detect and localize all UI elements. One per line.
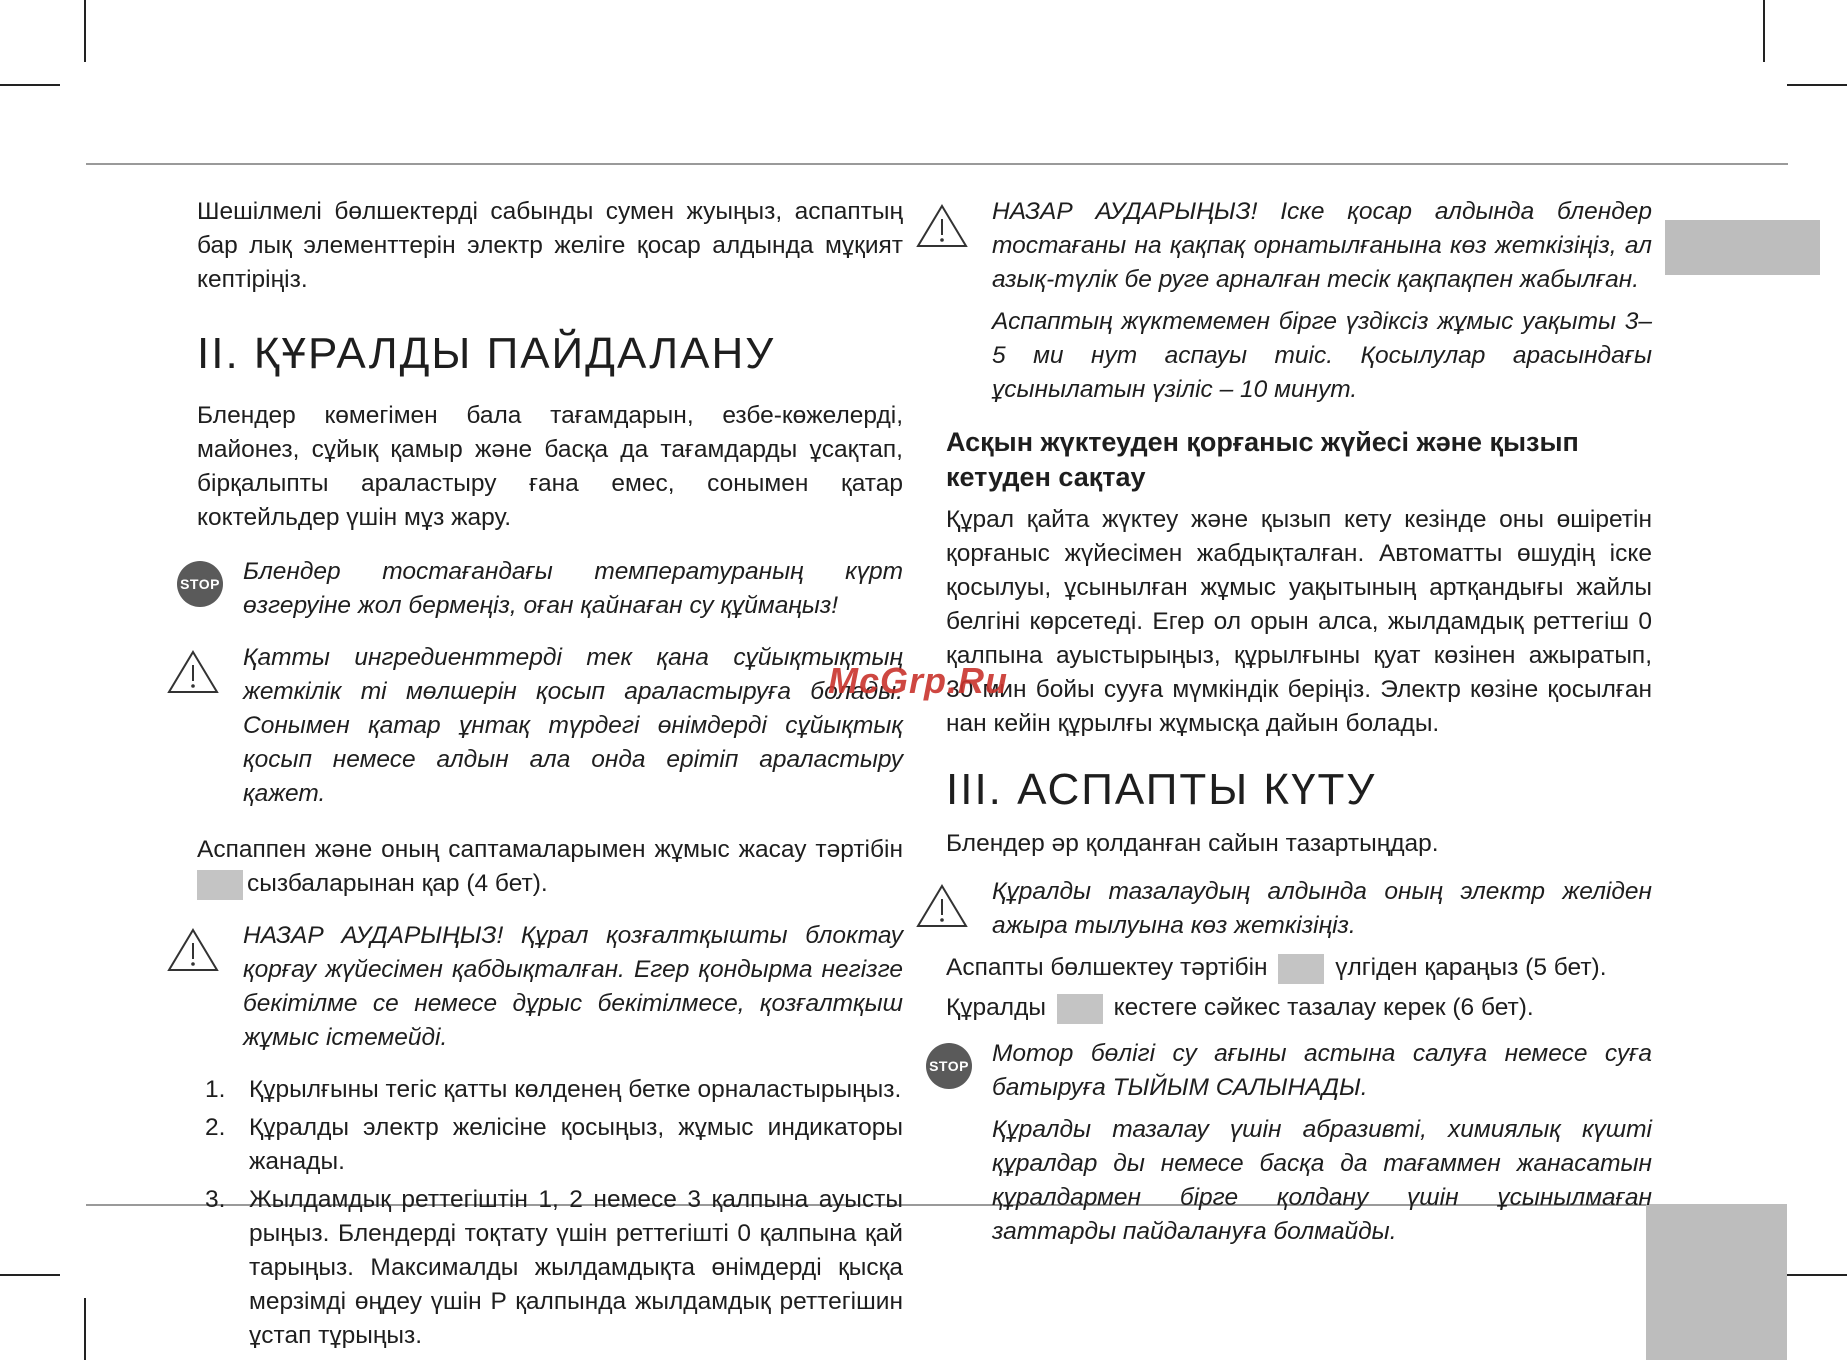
stop-note-right — [926, 1037, 1652, 1249]
section3-title: III. АСПАПТЫ КҮТУ — [946, 765, 1377, 814]
order-text-a: Аспаппен және оның саптамаларымен жұмыс жасау тәртібін — [197, 836, 903, 863]
step-2 — [197, 1111, 903, 1179]
side-tab — [1665, 220, 1820, 275]
stop-icon-label: STOP — [929, 1058, 969, 1074]
cleaning-paragraph — [946, 991, 1652, 1025]
step-3-text: Жылдамдық реттегіштін 1, 2 немесе 3 қалпына ауысты рыңыз. Блендерді тоқтату үшін реттегішті 0 қалпына қай тарыңыз. Максималды жылдамдықта өнімдерді қысқа мерзімді өңдеу үшін P қалпында жылдамдық реттегішин ұстап тұрыңыз. — [249, 1186, 903, 1349]
figure-reference-box — [197, 870, 243, 900]
step-1-text: Құрылғыны тегіс қатты көлденең бетке орналастырыңыз. — [249, 1076, 902, 1103]
stop-note-right-2-text: Құралды тазалау үшін абразивті, химиялық күшті құралдар ды немесе басқа да тағаммен жанасатын құралдармен бірге қолдану үшін ұсынылмаған заттарды пайдалануға болмайды. — [992, 1116, 1652, 1245]
warning-note-right-1b-text: Аспаптың жүктемемен бірге үздіксіз жұмыс уақыты 3–5 ми нут аспауы тиіс. Қосылулар арасындағы ұсынылатын үзіліс – 10 минут. — [992, 308, 1652, 403]
figure-reference-box — [1278, 954, 1324, 984]
step-2-number: 2. — [205, 1114, 226, 1141]
left-column — [180, 195, 903, 1353]
warning-triangle-icon — [916, 883, 968, 929]
step-1 — [197, 1073, 903, 1107]
stop-icon — [926, 1043, 972, 1089]
order-paragraph — [197, 833, 903, 901]
step-1-number: 1. — [205, 1076, 226, 1103]
warning-note-right-2 — [916, 875, 1652, 943]
crop-mark-bottom-left-h — [0, 1274, 60, 1276]
warning-note-right-1-text: НАЗАР АУДАРЫҢЫЗ! Іске қосар алдында блендер тостағаны на қақпақ орнатылғанына көз жеткізіңіз, ал азық-түлік бе руге арналған тесік қақпақпен жабылған. — [992, 198, 1652, 293]
page-number-tab — [1646, 1204, 1787, 1360]
cleaning-text-a: Құралды — [946, 994, 1046, 1021]
crop-mark-top-left-v — [84, 0, 86, 62]
step-3 — [197, 1183, 903, 1353]
warning-note-2-text: НАЗАР АУДАРЫҢЫЗ! Құрал қозғалтқышты блоктау қорғау жүйесімен қабдықталған. Егер қондырма негізге бекітілме се немесе дұрыс бекітілмесе, қозғалтқыш жұмыс істемейді. — [243, 922, 903, 1051]
crop-mark-bottom-right-h — [1787, 1274, 1847, 1276]
crop-mark-bottom-left-v — [84, 1298, 86, 1360]
right-column — [929, 195, 1652, 1249]
table-reference-box — [1057, 994, 1103, 1024]
cleaning-text-b: кестеге сәйкес тазалау керек (6 бет). — [1113, 994, 1534, 1021]
disassembly-text-b: үлгіден қараңыз (5 бет). — [1335, 954, 1607, 981]
warning-triangle-icon — [167, 927, 219, 973]
intro-paragraph: Шешілмелі бөлшектерді сабынды сумен жуыңыз, аспаптың бар лық элементтерін электр желіге қосар алдында мұқият кептіріңіз. — [197, 198, 903, 293]
stop-note — [177, 555, 903, 623]
stop-note-text: Блендер тостағандағы температураның күрт өзгеруіне жол бермеңіз, оған қайнаған су құймаңыз! — [243, 558, 903, 619]
stop-note-right-1-text: Мотор бөлігі су ағыны астына салуға немесе суға батыруға ТЫЙЫМ САЛЫНАДЫ. — [992, 1040, 1652, 1101]
step-3-number: 3. — [205, 1186, 226, 1213]
step-2-text: Құралды электр желісіне қосыңыз, жұмыс индикаторы жанады. — [249, 1114, 903, 1175]
warning-triangle-icon — [916, 203, 968, 249]
crop-mark-top-left-h — [0, 84, 60, 86]
warning-note-right-2-text: Құралды тазалаудың алдында оның электр желіден ажыра тылуына көз жеткізіңіз. — [992, 878, 1652, 939]
disassembly-paragraph — [946, 951, 1652, 985]
warning-note-right-1 — [916, 195, 1652, 407]
section3-body: Блендер әр қолданған сайын тазартыңдар. — [946, 830, 1439, 857]
warning-note-1-text: Қатты ингредиенттерді тек қана сұйықтықтың жеткілік ті мөлшерін қосып араластыруға болады. Сонымен қатар ұнтақ түрдегі өнімдерді сұйықтық қосып немесе алдын ала онда ерітіп араластыру қажет. — [243, 644, 903, 807]
warning-note-1 — [167, 641, 903, 811]
top-rule — [86, 163, 1788, 165]
overload-title: Асқын жүктеуден қорғаныс жүйесі және қызып кетуден сақтау — [946, 427, 1579, 492]
steps-list — [197, 1073, 903, 1353]
stop-icon — [177, 561, 223, 607]
stop-icon-label: STOP — [180, 576, 220, 592]
order-text-b: сызбаларынан қар (4 бет). — [247, 870, 548, 897]
crop-mark-top-right-v — [1763, 0, 1765, 62]
crop-mark-top-right-h — [1787, 84, 1847, 86]
watermark: McGrp.Ru — [828, 660, 1009, 701]
warning-note-2 — [167, 919, 903, 1055]
overload-body: Құрал қайта жүктеу және қызып кету кезінде оны өшіретін қорғаныс жүйесімен жабдықталған. Автоматты өшудің іске қосылуы, ұсынылған жұмыс уақытының артқандығы жайлы белгіні көрсетеді. Егер ол орын алса, жылдамдық реттегіш 0 қалпына ауыстырыңыз, құрылғыны қуат көзінен ажыратып, 30 мин бойы сууға мүмкіндік беріңіз. Электр көзіне қосылған нан кейін құрылғы жұмысқа дайын болады. — [946, 506, 1652, 737]
warning-triangle-icon — [167, 649, 219, 695]
section2-title: II. ҚҰРАЛДЫ ПАЙДАЛАНУ — [197, 329, 776, 378]
disassembly-text-a: Аспапты бөлшектеу тәртібін — [946, 954, 1268, 981]
section2-body: Блендер көмегімен бала тағамдарын, езбе-көжелерді, майонез, сұйық қамыр және басқа да тағамдарды ұсақтап, бірқалыпты араластыру ғана емес, сонымен қатар коктейльдер үшін мұз жару. — [197, 402, 903, 531]
